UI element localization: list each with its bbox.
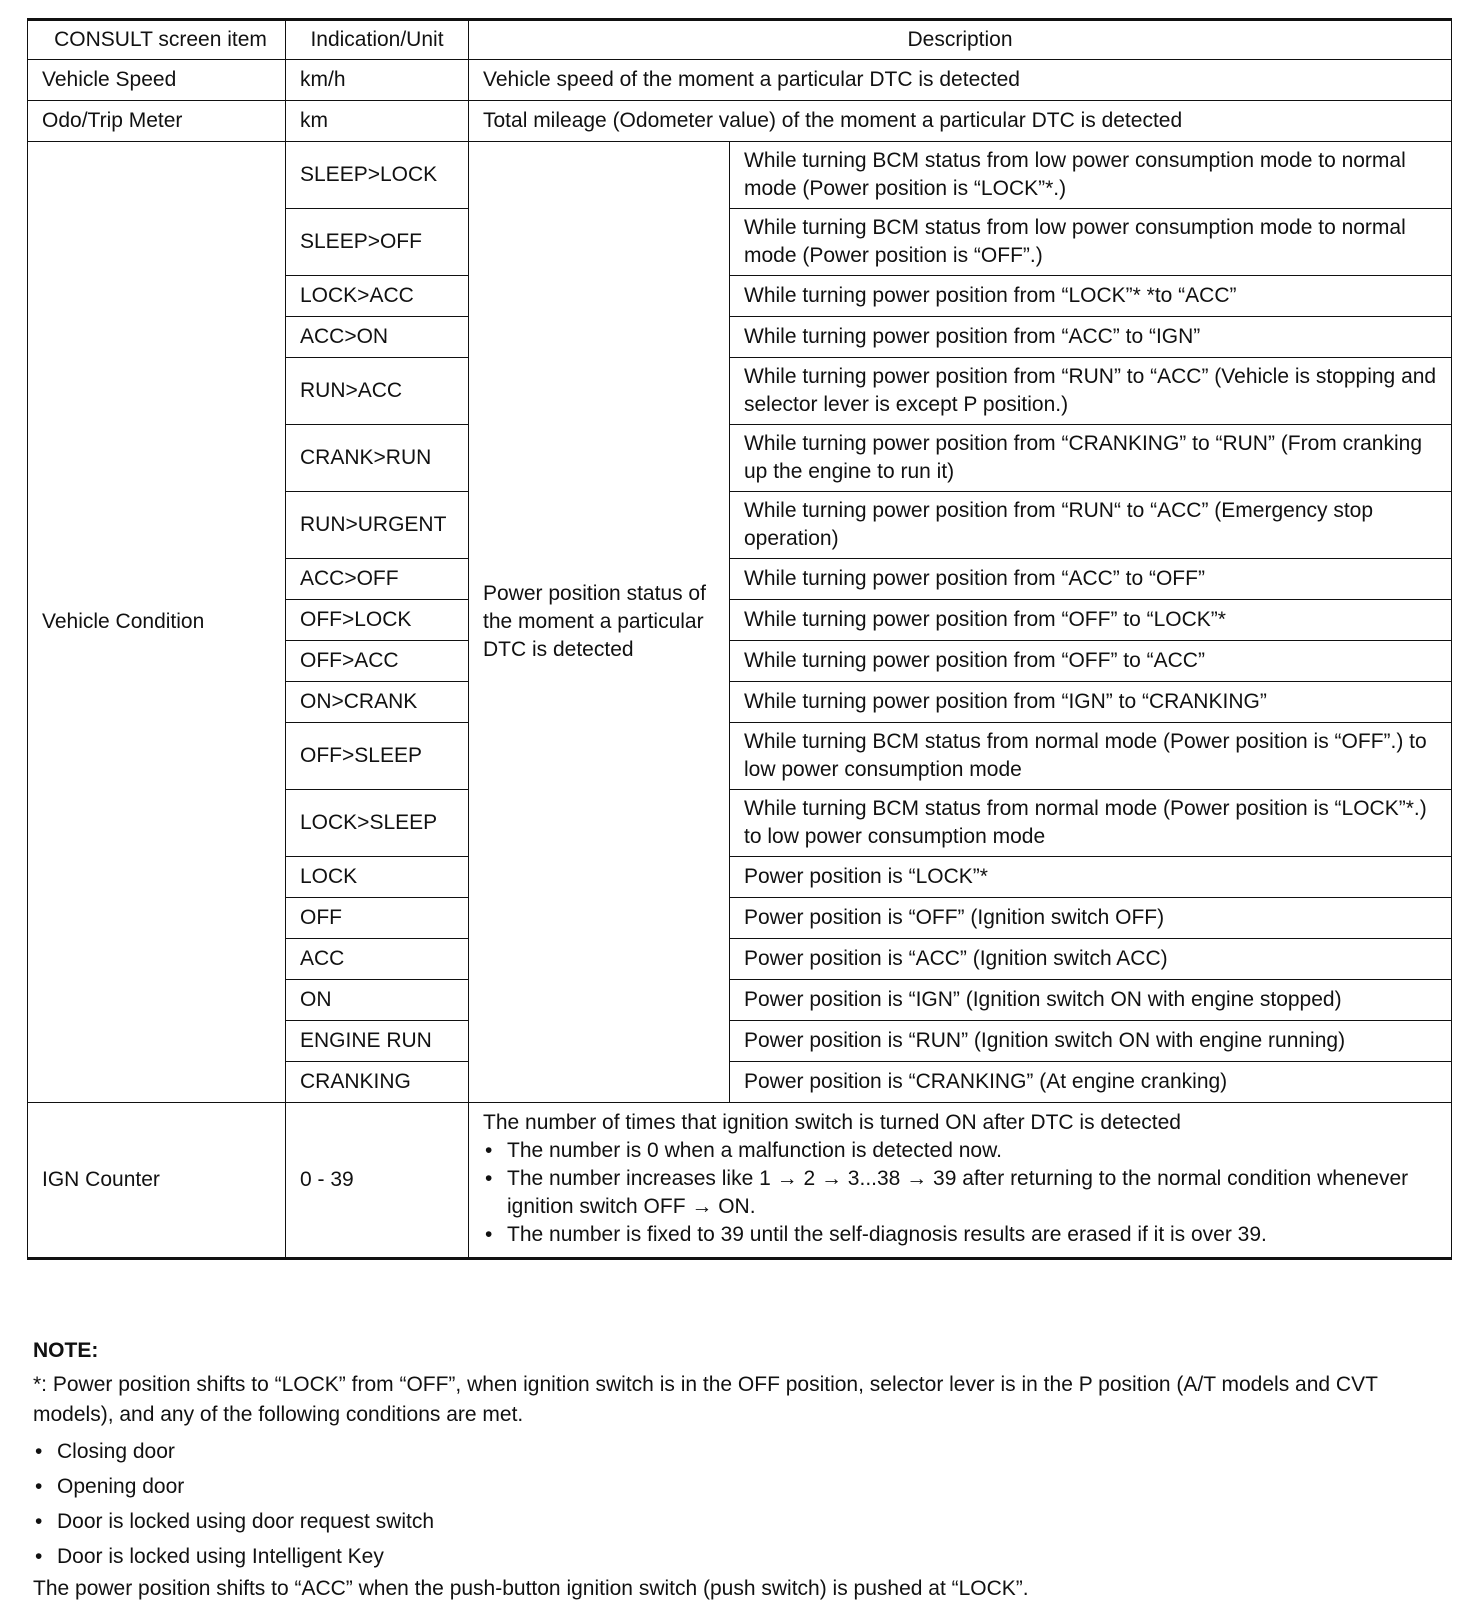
description-cell: While turning power position from “CRANKING” to “RUN” (From cranking up the engine to run it) <box>730 425 1452 492</box>
description-cell: Vehicle speed of the moment a particular DTC is detected <box>469 60 1452 101</box>
description-cell: Power position is “RUN” (Ignition switch ON with engine running) <box>730 1021 1452 1062</box>
table-row <box>28 1103 1452 1259</box>
description-cell: While turning BCM status from normal mode (Power position is “LOCK”*.) to low power consumption mode <box>730 790 1452 857</box>
note-text: *: Power position shifts to “LOCK” from “OFF”, when ignition switch is in the OFF position, selector lever is in the P position (A/T models and CVT models), and any of the following conditions are met. <box>33 1373 1378 1426</box>
list-item: • The number is fixed to 39 until the self-diagnosis results are erased if it is over 39. <box>483 1221 1437 1249</box>
indication-cell: OFF <box>286 898 469 939</box>
note-title: NOTE: <box>33 1339 99 1362</box>
item-cell: Odo/Trip Meter <box>28 101 286 142</box>
table-row <box>28 60 1452 101</box>
indication-cell: CRANK>RUN <box>286 425 469 492</box>
indication-cell: ACC <box>286 939 469 980</box>
description-cell: While turning power position from “RUN“ to “ACC” (Emergency stop operation) <box>730 492 1452 559</box>
vehicle-condition-item-cell: Vehicle Condition <box>28 142 286 1103</box>
description-cell: While turning power position from “LOCK”* *to “ACC” <box>730 276 1452 317</box>
list-item: • Door is locked using Intelligent Key <box>33 1539 1453 1574</box>
indication-cell: OFF>ACC <box>286 641 469 682</box>
indication-cell: OFF>SLEEP <box>286 723 469 790</box>
table-header-row <box>28 20 1452 60</box>
indication-cell: ENGINE RUN <box>286 1021 469 1062</box>
description-cell: While turning BCM status from normal mode (Power position is “OFF”.) to low power consumption mode <box>730 723 1452 790</box>
indication-cell: LOCK <box>286 857 469 898</box>
description-cell: While turning power position from “ACC” to “IGN” <box>730 317 1452 358</box>
list-item: • The number increases like 1 → 2 → 3...38 → 39 after returning to the normal condition whenever ignition switch OFF → ON. <box>483 1165 1437 1221</box>
description-cell: While turning power position from “OFF” to “LOCK”* <box>730 600 1452 641</box>
note-section <box>33 1336 1453 1604</box>
note-bullet-list <box>33 1434 1453 1574</box>
list-item: • The number is 0 when a malfunction is detected now. <box>483 1137 1437 1165</box>
description-cell: Power position is “CRANKING” (At engine cranking) <box>730 1062 1452 1103</box>
indication-cell: ACC>OFF <box>286 559 469 600</box>
note-footer: The power position shifts to “ACC” when the push-button ignition switch (push switch) is pushed at “LOCK”. <box>33 1577 1029 1600</box>
list-item: • Closing door <box>33 1434 1453 1469</box>
indication-cell: ON>CRANK <box>286 682 469 723</box>
vehicle-condition-summary-cell: Power position status of the moment a particular DTC is detected <box>469 142 730 1103</box>
consult-table <box>27 18 1452 1260</box>
ign-counter-bullet-list <box>483 1137 1437 1249</box>
ign-counter-intro: The number of times that ignition switch is turned ON after DTC is detected <box>483 1111 1181 1134</box>
description-cell: While turning power position from “OFF” to “ACC” <box>730 641 1452 682</box>
description-cell: While turning BCM status from low power consumption mode to normal mode (Power position is “OFF”.) <box>730 209 1452 276</box>
description-cell: Power position is “OFF” (Ignition switch OFF) <box>730 898 1452 939</box>
table-row <box>28 142 1452 209</box>
list-item: • Door is locked using door request switch <box>33 1504 1453 1539</box>
table-row <box>28 101 1452 142</box>
description-cell: While turning power position from “ACC” to “OFF” <box>730 559 1452 600</box>
description-cell: Power position is “IGN” (Ignition switch ON with engine stopped) <box>730 980 1452 1021</box>
header-item: CONSULT screen item <box>28 20 286 60</box>
indication-cell: CRANKING <box>286 1062 469 1103</box>
indication-cell: RUN>URGENT <box>286 492 469 559</box>
header-unit: Indication/Unit <box>286 20 469 60</box>
indication-cell: OFF>LOCK <box>286 600 469 641</box>
indication-cell: RUN>ACC <box>286 358 469 425</box>
description-cell: Total mileage (Odometer value) of the moment a particular DTC is detected <box>469 101 1452 142</box>
list-item: • Opening door <box>33 1469 1453 1504</box>
description-cell: Power position is “LOCK”* <box>730 857 1452 898</box>
unit-cell: km <box>286 101 469 142</box>
indication-cell: ACC>ON <box>286 317 469 358</box>
item-cell: Vehicle Speed <box>28 60 286 101</box>
header-description: Description <box>469 20 1452 60</box>
indication-cell: SLEEP>OFF <box>286 209 469 276</box>
description-cell: While turning BCM status from low power consumption mode to normal mode (Power position is “LOCK”*.) <box>730 142 1452 209</box>
description-cell: While turning power position from “IGN” to “CRANKING” <box>730 682 1452 723</box>
indication-cell: LOCK>ACC <box>286 276 469 317</box>
unit-cell: km/h <box>286 60 469 101</box>
indication-cell: SLEEP>LOCK <box>286 142 469 209</box>
item-cell: IGN Counter <box>28 1103 286 1259</box>
indication-cell: LOCK>SLEEP <box>286 790 469 857</box>
indication-cell: ON <box>286 980 469 1021</box>
description-cell: While turning power position from “RUN” to “ACC” (Vehicle is stopping and selector lever is except P position.) <box>730 358 1452 425</box>
description-cell <box>469 1103 1452 1259</box>
description-cell: Power position is “ACC” (Ignition switch ACC) <box>730 939 1452 980</box>
unit-cell: 0 - 39 <box>286 1103 469 1259</box>
